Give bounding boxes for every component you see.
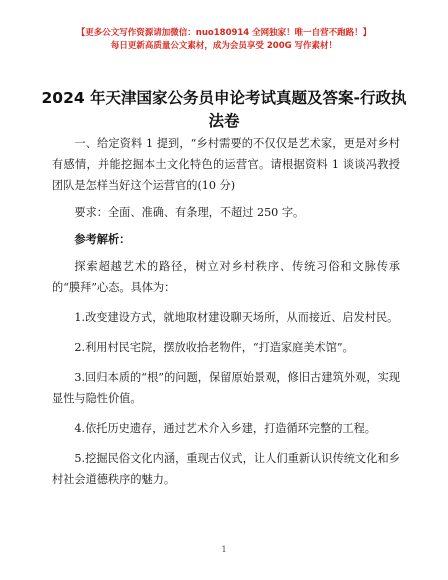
answer-point-5: 5.挖掘民俗文化内涵，重现古仪式，让人们重新认识传统文化和乡村社会道德秩序的魅力。 — [52, 452, 400, 486]
analysis-label: 参考解析： — [74, 232, 131, 246]
promo-banner-line-1: 【更多公文写作资源请加微信：nuo180914 全网独家！唯一自营不跑路！】 — [76, 28, 372, 38]
answer-point-2: 2.利用村民宅院，摆放收拾老物件，“打造家庭美术馆”。 — [74, 341, 354, 354]
promo-banner-line-2: 每日更新高质量公文素材，成为会员享受 200G 写作素材！ — [110, 41, 338, 51]
question-paragraph: 一、给定资料 1 提到，“乡村需要的不仅仅是艺术家，更是对乡村有感情，并能挖掘本土文化特色的运营官。请根据资料 1 谈谈冯教授团队是怎样当好这个运营官的(10 分) — [52, 137, 400, 192]
requirement-paragraph: 要求：全面、准确、有条理，不超过 250 字。 — [74, 206, 305, 219]
answer-point-3: 3.回归本质的“根”的问题，保留原始景观，修旧古建筑外观，实现显性与隐性价值。 — [52, 371, 400, 405]
page-number: 1 — [221, 545, 227, 554]
document-title: 2024 年天津国家公务员申论考试真题及答案-行政执法卷 — [41, 89, 407, 130]
answer-point-1: 1.改变建设方式，就地取材建设聊天场所，从而接近、启发村民。 — [74, 311, 399, 324]
document-body — [52, 133, 400, 490]
promo-banner — [0, 27, 448, 53]
answer-point-4: 4.依托历史遗存，通过艺术介入乡建，打造循环完整的工程。 — [74, 422, 376, 435]
analysis-intro: 探索超越艺术的路径，树立对乡村秩序、传统习俗和文脉传承的“膜拜”心态。具体为： — [52, 260, 400, 294]
